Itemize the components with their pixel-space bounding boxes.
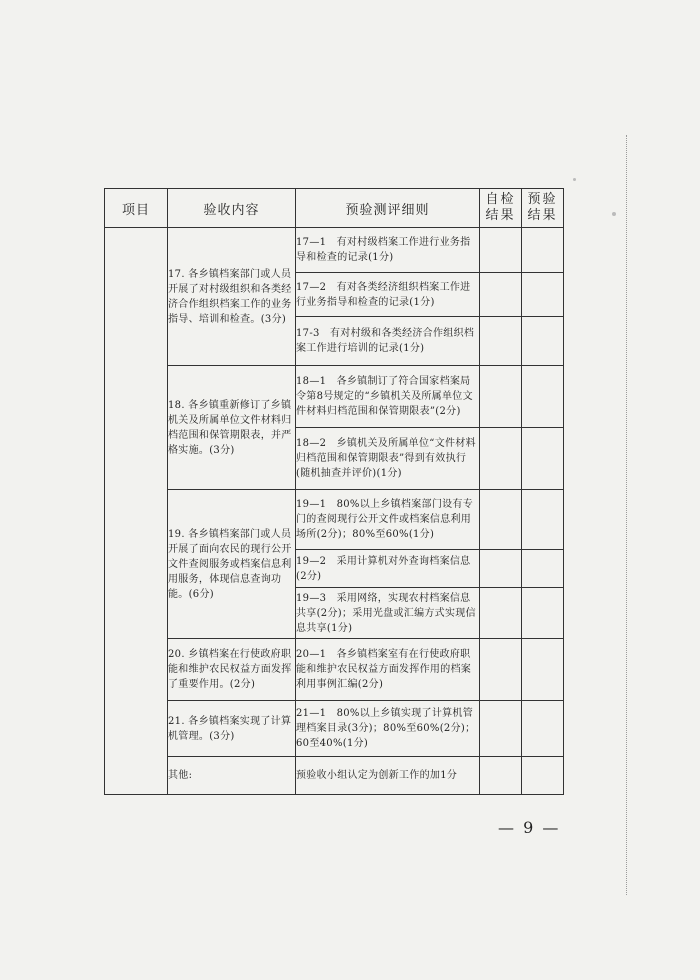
- header-self-check-line2: 结果: [485, 208, 516, 223]
- page-number: — 9 —: [498, 818, 561, 837]
- detail-cell: 19—2 采用计算机对外查询档案信息(2分): [296, 550, 480, 588]
- item-cell: [105, 228, 168, 795]
- self-check-cell[interactable]: [480, 366, 522, 428]
- pre-check-cell[interactable]: [522, 639, 564, 701]
- self-check-cell[interactable]: [480, 490, 522, 550]
- pre-check-cell[interactable]: [522, 490, 564, 550]
- pre-check-cell[interactable]: [522, 588, 564, 639]
- header-detail: 预验测评细则: [296, 189, 480, 228]
- self-check-cell[interactable]: [480, 228, 522, 273]
- table-row: [105, 228, 564, 273]
- pre-check-cell[interactable]: [522, 701, 564, 757]
- header-self-check-line1: 自检: [485, 192, 516, 207]
- pre-check-cell[interactable]: [522, 550, 564, 588]
- self-check-cell[interactable]: [480, 273, 522, 317]
- detail-cell: 19—1 80%以上乡镇档案部门设有专门的查阅现行公开文件或档案信息利用场所(2分)；80%至60%(1分): [296, 490, 480, 550]
- self-check-cell[interactable]: [480, 757, 522, 795]
- detail-cell: 18—2 乡镇机关及所属单位“文件材料归档范围和保管期限表”得到有效执行(随机抽查并评价)(1分): [296, 428, 480, 490]
- pre-check-cell[interactable]: [522, 317, 564, 366]
- table-row: [105, 366, 564, 428]
- detail-cell: 21—1 80%以上乡镇实现了计算机管理档案目录(3分)；80%至60%(2分)；60至40%(1分): [296, 701, 480, 757]
- pre-check-cell[interactable]: [522, 273, 564, 317]
- header-pre-check: [522, 189, 564, 228]
- detail-cell: 17-3 有对村级和各类经济合作组织档案工作进行培训的记录(1分): [296, 317, 480, 366]
- binding-line: [626, 135, 627, 895]
- header-item: 项目: [105, 189, 168, 228]
- table-row: [105, 701, 564, 757]
- pre-check-cell[interactable]: [522, 228, 564, 273]
- content-cell: 19. 各乡镇档案部门或人员开展了面向农民的现行公开文件查阅服务或档案信息利用服务，体现信息查询功能。(6分): [168, 490, 296, 639]
- content-cell: 20. 乡镇档案在行使政府职能和维护农民权益方面发挥了重要作用。(2分): [168, 639, 296, 701]
- scan-speck: [612, 212, 616, 216]
- detail-cell: 20—1 各乡镇档案室有在行使政府职能和维护农民权益方面发挥作用的档案利用事例汇编(2分): [296, 639, 480, 701]
- table-row: [105, 757, 564, 795]
- pre-check-cell[interactable]: [522, 757, 564, 795]
- content-cell: 21. 各乡镇档案实现了计算机管理。(3分): [168, 701, 296, 757]
- header-pre-check-line2: 结果: [527, 208, 558, 223]
- pre-check-cell[interactable]: [522, 428, 564, 490]
- content-cell: 其他:: [168, 757, 296, 795]
- header-content: 验收内容: [168, 189, 296, 228]
- detail-cell: 预验收小组认定为创新工作的加1分: [296, 757, 480, 795]
- scan-speck: [573, 178, 576, 181]
- self-check-cell[interactable]: [480, 701, 522, 757]
- header-pre-check-line1: 预验: [527, 192, 558, 207]
- self-check-cell[interactable]: [480, 428, 522, 490]
- self-check-cell[interactable]: [480, 588, 522, 639]
- detail-cell: 18—1 各乡镇制订了符合国家档案局令第8号规定的“乡镇机关及所属单位文件材料归档范围和保管期限表”(2分): [296, 366, 480, 428]
- detail-cell: 19—3 采用网络，实现农村档案信息共享(2分)；采用光盘或汇编方式实现信息共享(1分): [296, 588, 480, 639]
- table-row: [105, 639, 564, 701]
- self-check-cell[interactable]: [480, 639, 522, 701]
- header-row: [105, 189, 564, 228]
- content-cell: 18. 各乡镇重新修订了乡镇机关及所属单位文件材料归档范围和保管期限表，并严格实施。(3分): [168, 366, 296, 490]
- table-row: [105, 490, 564, 550]
- pre-check-cell[interactable]: [522, 366, 564, 428]
- self-check-cell[interactable]: [480, 550, 522, 588]
- header-self-check: [480, 189, 522, 228]
- acceptance-table: [104, 188, 564, 795]
- content-cell: 17. 各乡镇档案部门或人员开展了对村级组织和各类经济合作组织档案工作的业务指导、培训和检查。(3分): [168, 228, 296, 366]
- detail-cell: 17—2 有对各类经济组织档案工作进行业务指导和检查的记录(1分): [296, 273, 480, 317]
- self-check-cell[interactable]: [480, 317, 522, 366]
- detail-cell: 17—1 有对村级档案工作进行业务指导和检查的记录(1分): [296, 228, 480, 273]
